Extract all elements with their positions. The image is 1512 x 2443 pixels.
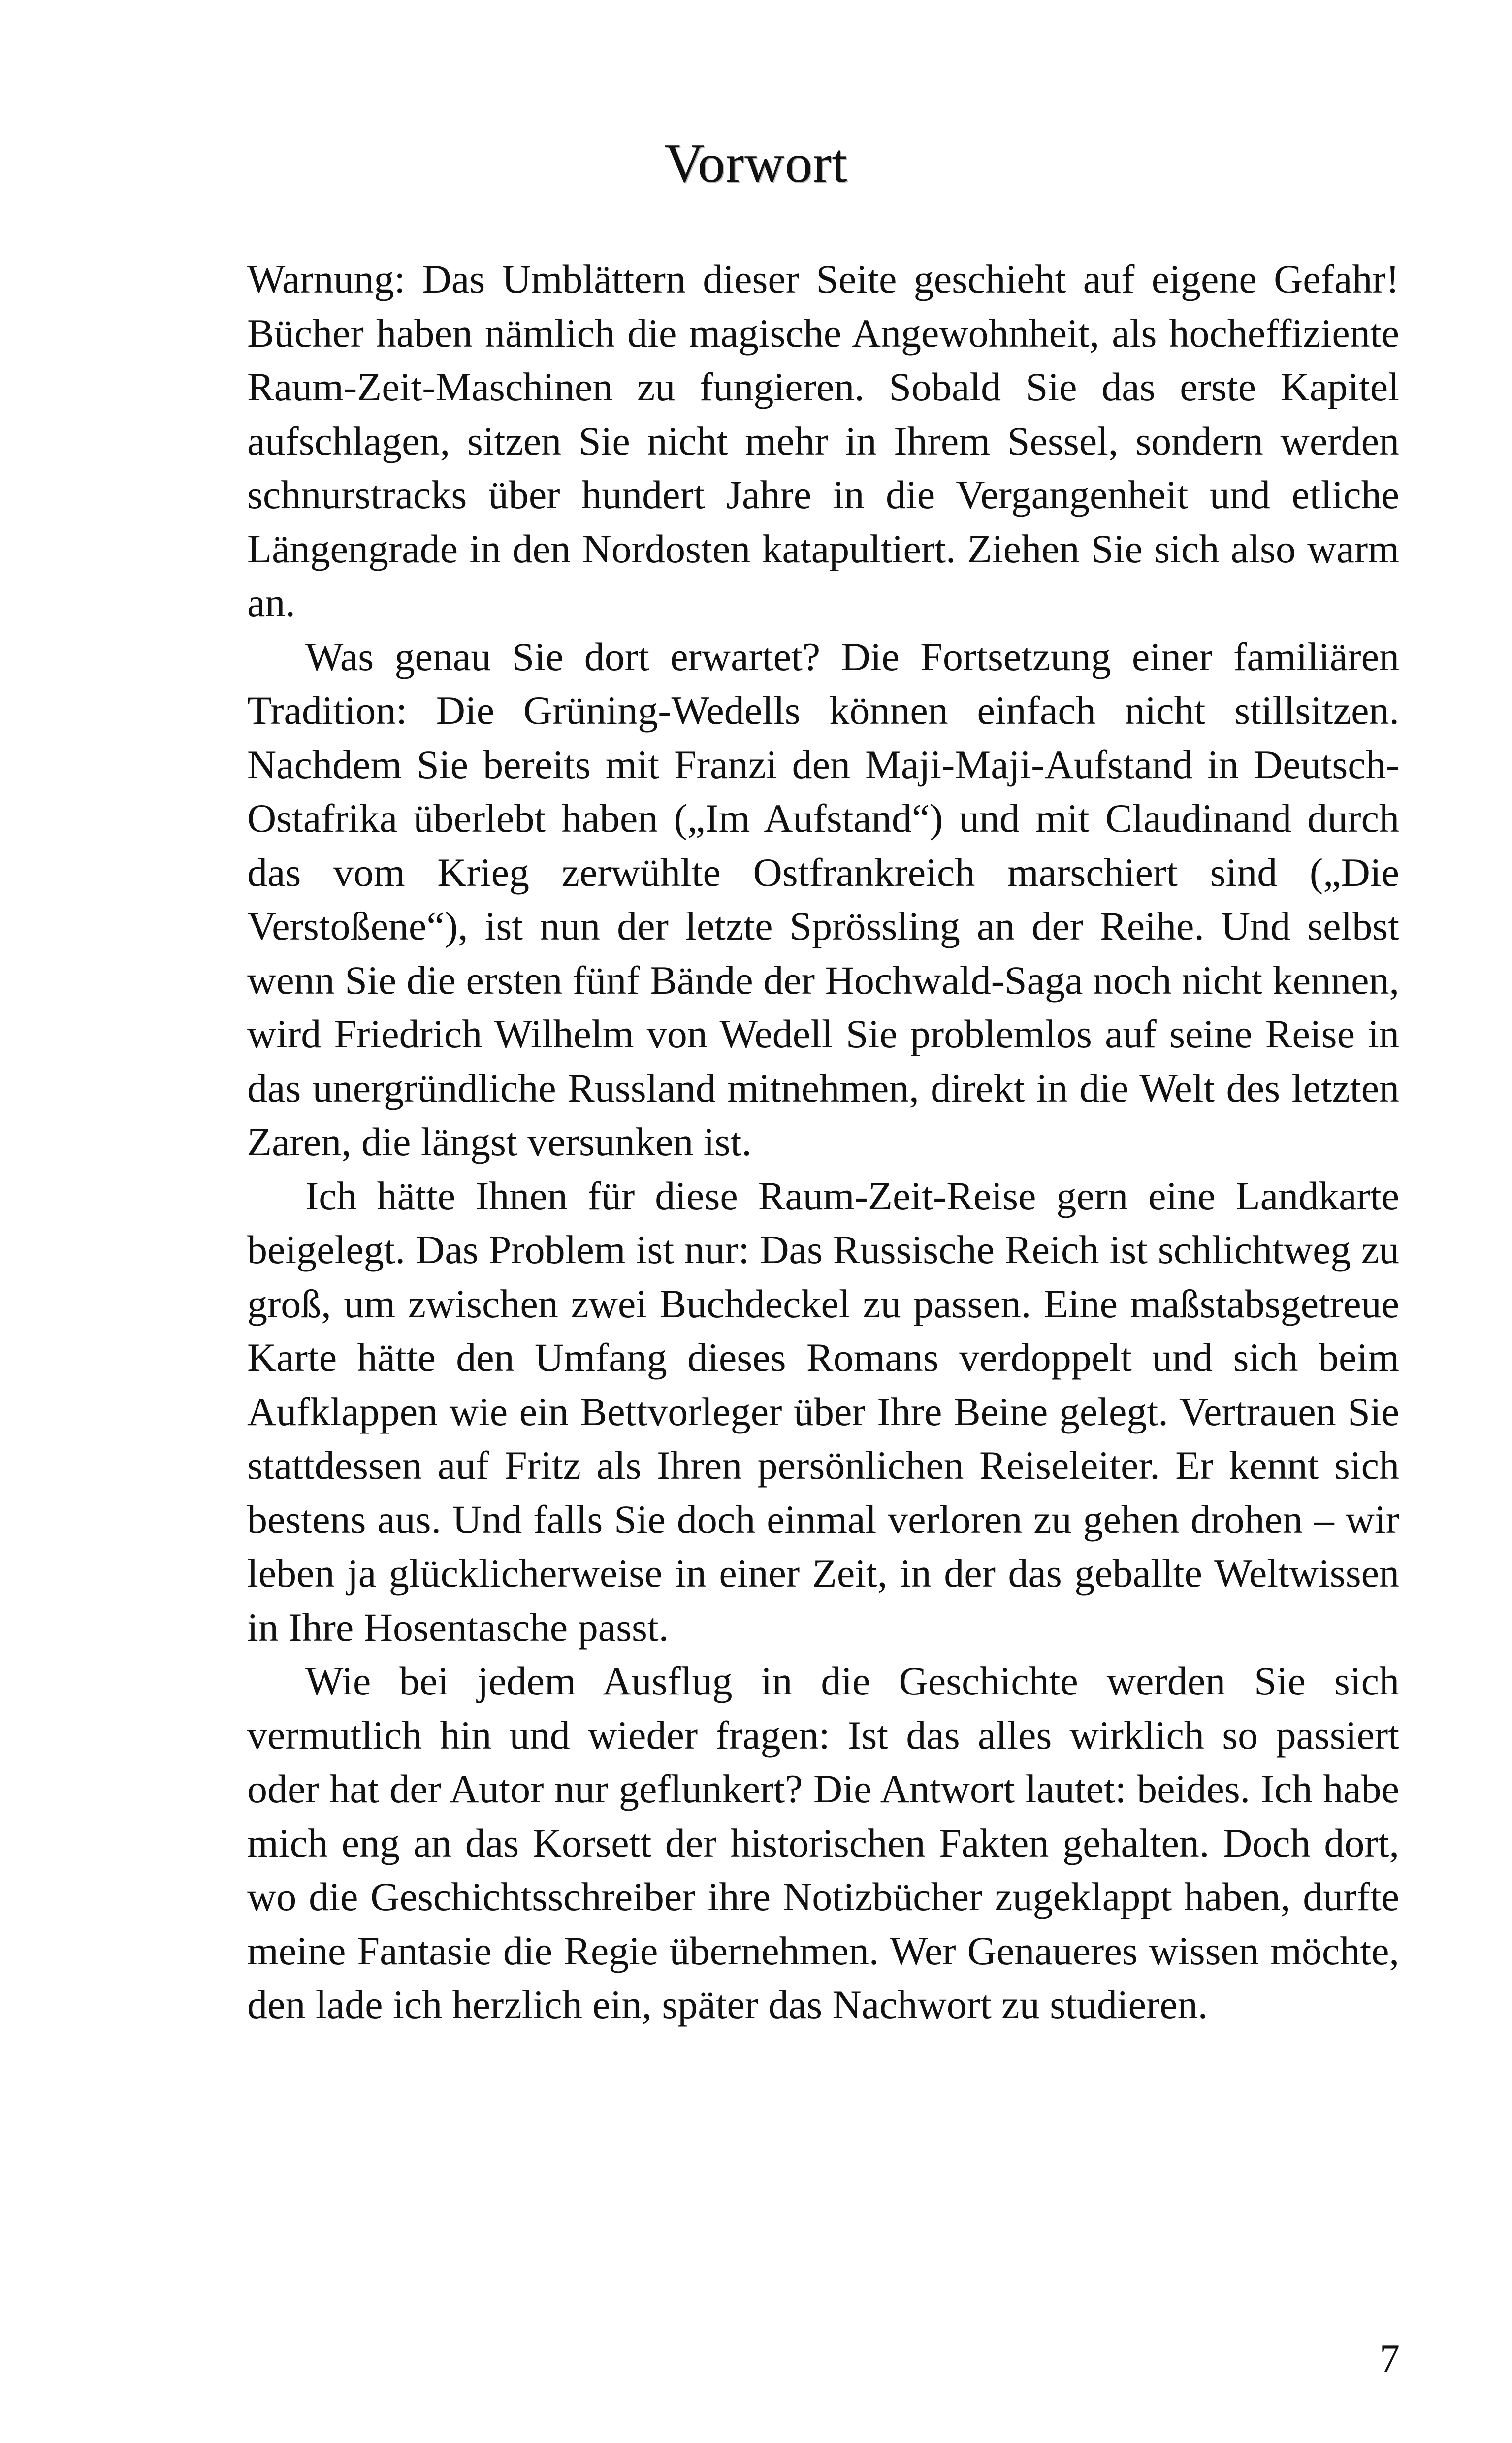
page-title: Vorwort: [664, 133, 848, 194]
paragraph-4: Wie bei jedem Ausflug in die Geschichte werden Sie sich vermutlich hin und wieder fragen: Ist das alles wirklich so passiert oder hat der Autor nur geflunkert? Die Antwort lautet: beides. Ich habe mich eng an das Korsett der historischen Fakten gehalten. Doch dort, wo die Geschichtsschreiber ihre Notizbücher zugeklappt haben, durfte meine Fantasie die Regie übernehmen. Wer Genaueres wissen möchte, den lade ich herzlich ein, später das Nachwort zu studieren.: [247, 1659, 1399, 2027]
paragraph-1: Warnung: Das Umblättern dieser Seite geschieht auf eigene Gefahr! Bücher haben nämlich die magische Angewohnheit, als hocheffiziente Raum-Zeit-Maschinen zu fungieren. Sobald Sie das erste Kapitel aufschlagen, sitzen Sie nicht mehr in Ihrem Sessel, sondern werden schnurstracks über hundert Jahre in die Vergangenheit und etliche Längengrade in den Nordosten katapultiert. Ziehen Sie sich also warm an.: [247, 257, 1399, 625]
body-text: [247, 252, 1399, 2032]
paragraph-3: Ich hätte Ihnen für diese Raum-Zeit-Reise gern eine Landkarte beigelegt. Das Problem ist nur: Das Russische Reich ist schlichtweg zu groß, um zwischen zwei Buchdeckel zu passen. Eine maßstabsgetreue Karte hätte den Umfang dieses Romans verdoppelt und sich beim Aufklappen wie ein Bettvorleger über Ihre Beine gelegt. Vertrauen Sie stattdessen auf Fritz als Ihren persönlichen Reiseleiter. Er kennt sich bestens aus. Und falls Sie doch einmal verloren zu gehen drohen – wir leben ja glücklicherweise in einer Zeit, in der das geballte Weltwissen in Ihre Hosentasche passt.: [247, 1173, 1399, 1650]
paragraph-2: Was genau Sie dort erwartet? Die Fortsetzung einer familiären Tradition: Die Grüning-Wedells können einfach nicht stillsitzen. Nachdem Sie bereits mit Franzi den Maji-Maji-Aufstand in Deutsch-Ostafrika überlebt haben („Im Aufstand“) und mit Claudinand durch das vom Krieg zerwühlte Ostfrankreich marschiert sind („Die Verstoßene“), ist nun der letzte Sprössling an der Reihe. Und selbst wenn Sie die ersten fünf Bände der Hochwald-Saga noch nicht kennen, wird Friedrich Wilhelm von Wedell Sie problemlos auf seine Reise in das unergründliche Russland mitnehmen, direkt in die Welt des letzten Zaren, die längst versunken ist.: [247, 634, 1399, 1164]
page-number: 7: [1380, 2336, 1400, 2381]
